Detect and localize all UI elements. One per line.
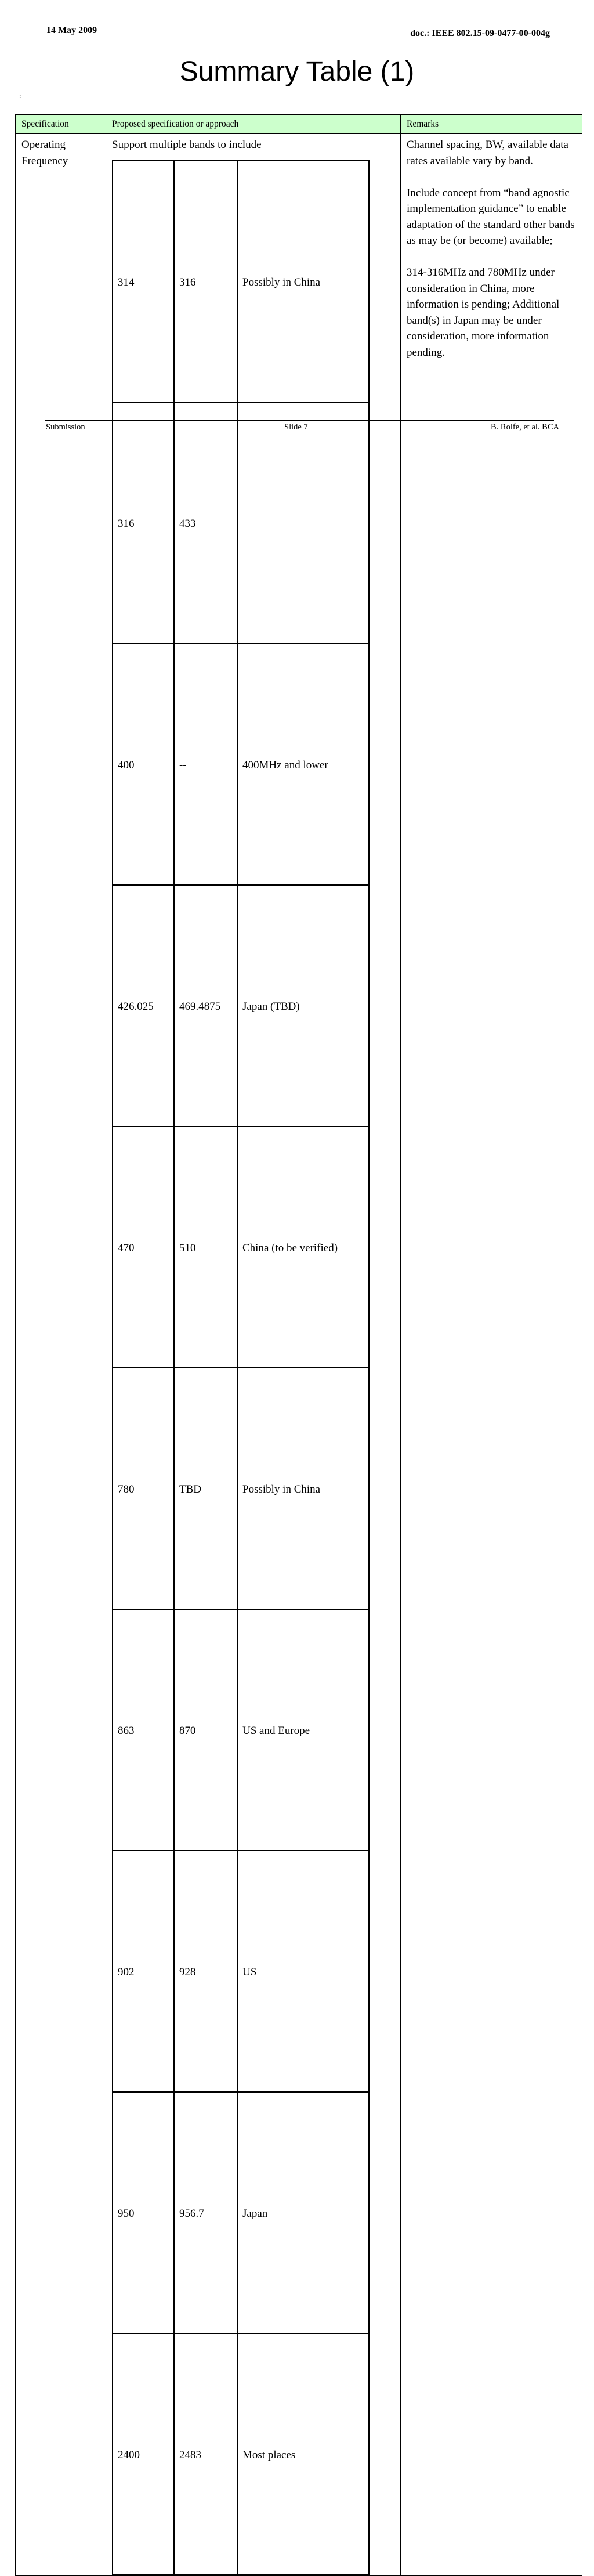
band-row	[113, 885, 369, 1126]
approach-cell	[106, 134, 401, 2576]
band-start-cell: 2400	[113, 2333, 174, 2575]
band-row	[113, 161, 369, 402]
slide-title: Summary Table (1)	[179, 56, 415, 87]
band-start-cell: 780	[113, 1368, 174, 1609]
band-region-cell: Possibly in China	[237, 161, 369, 402]
footer-submission: Submission	[46, 422, 85, 432]
band-row	[113, 2092, 369, 2333]
footer-authors: B. Rolfe, et al. BCA	[490, 422, 559, 432]
header-proposed-approach: Proposed specification or approach	[106, 115, 401, 134]
band-end-cell: 870	[174, 1609, 237, 1851]
header-specification: Specification	[16, 115, 106, 134]
band-start-cell: 314	[113, 161, 174, 402]
band-region-cell: US and Europe	[237, 1609, 369, 1851]
bands-table	[112, 160, 370, 2575]
band-region-cell: Japan (TBD)	[237, 885, 369, 1126]
band-region-cell: Japan	[237, 2092, 369, 2333]
band-end-cell: 928	[174, 1851, 237, 2092]
band-end-cell: --	[174, 644, 237, 885]
spec-text: Operating Frequency	[21, 139, 68, 167]
band-end-cell: 316	[174, 161, 237, 402]
band-end-cell: 469.4875	[174, 885, 237, 1126]
band-end-cell: 956.7	[174, 2092, 237, 2333]
remarks-paragraph-2: Include concept from “band agnostic implementation guidance” to enable adaptation of the standard other bands as may be (or become) available;	[407, 186, 575, 247]
header-doc-id: doc.: IEEE 802.15-09-0477-00-004g	[410, 28, 550, 38]
band-row	[113, 1609, 369, 1851]
band-row	[113, 402, 369, 644]
band-start-cell: 400	[113, 644, 174, 885]
remarks-cell	[401, 134, 582, 2576]
band-start-cell: 950	[113, 2092, 174, 2333]
band-row	[113, 2333, 369, 2575]
band-start-cell: 316	[113, 402, 174, 644]
summary-table	[15, 114, 582, 2576]
band-region-cell: China (to be verified)	[237, 1126, 369, 1368]
band-start-cell: 426.025	[113, 885, 174, 1126]
band-end-cell: TBD	[174, 1368, 237, 1609]
band-end-cell: 2483	[174, 2333, 237, 2575]
band-row	[113, 644, 369, 885]
band-region-cell: 400MHz and lower	[237, 644, 369, 885]
footer-slide-number: Slide 7	[284, 422, 308, 432]
band-region-cell: Possibly in China	[237, 1368, 369, 1609]
remarks-paragraph-3: 314-316MHz and 780MHz under consideration in China, more information is pending; Additional band(s) in Japan may be under consideration, more information pending.	[407, 266, 560, 359]
header-date: 14 May 2009	[46, 26, 97, 35]
band-region-cell: Most places	[237, 2333, 369, 2575]
band-start-cell: 470	[113, 1126, 174, 1368]
approach-intro: Support multiple bands to include	[112, 139, 262, 151]
spec-cell	[16, 134, 106, 2576]
band-row	[113, 1851, 369, 2092]
band-end-cell: 510	[174, 1126, 237, 1368]
band-region-cell	[237, 402, 369, 644]
note-colon: :	[19, 92, 21, 100]
band-row	[113, 1126, 369, 1368]
header-remarks: Remarks	[401, 115, 582, 134]
band-region-cell: US	[237, 1851, 369, 2092]
summary-table-row	[16, 134, 582, 2576]
band-end-cell: 433	[174, 402, 237, 644]
summary-table-header-row	[16, 115, 582, 134]
footer-rule	[45, 420, 554, 421]
remarks-paragraph-1: Channel spacing, BW, available data rates available vary by band.	[407, 139, 568, 167]
band-start-cell: 902	[113, 1851, 174, 2092]
band-start-cell: 863	[113, 1609, 174, 1851]
band-row	[113, 1368, 369, 1609]
